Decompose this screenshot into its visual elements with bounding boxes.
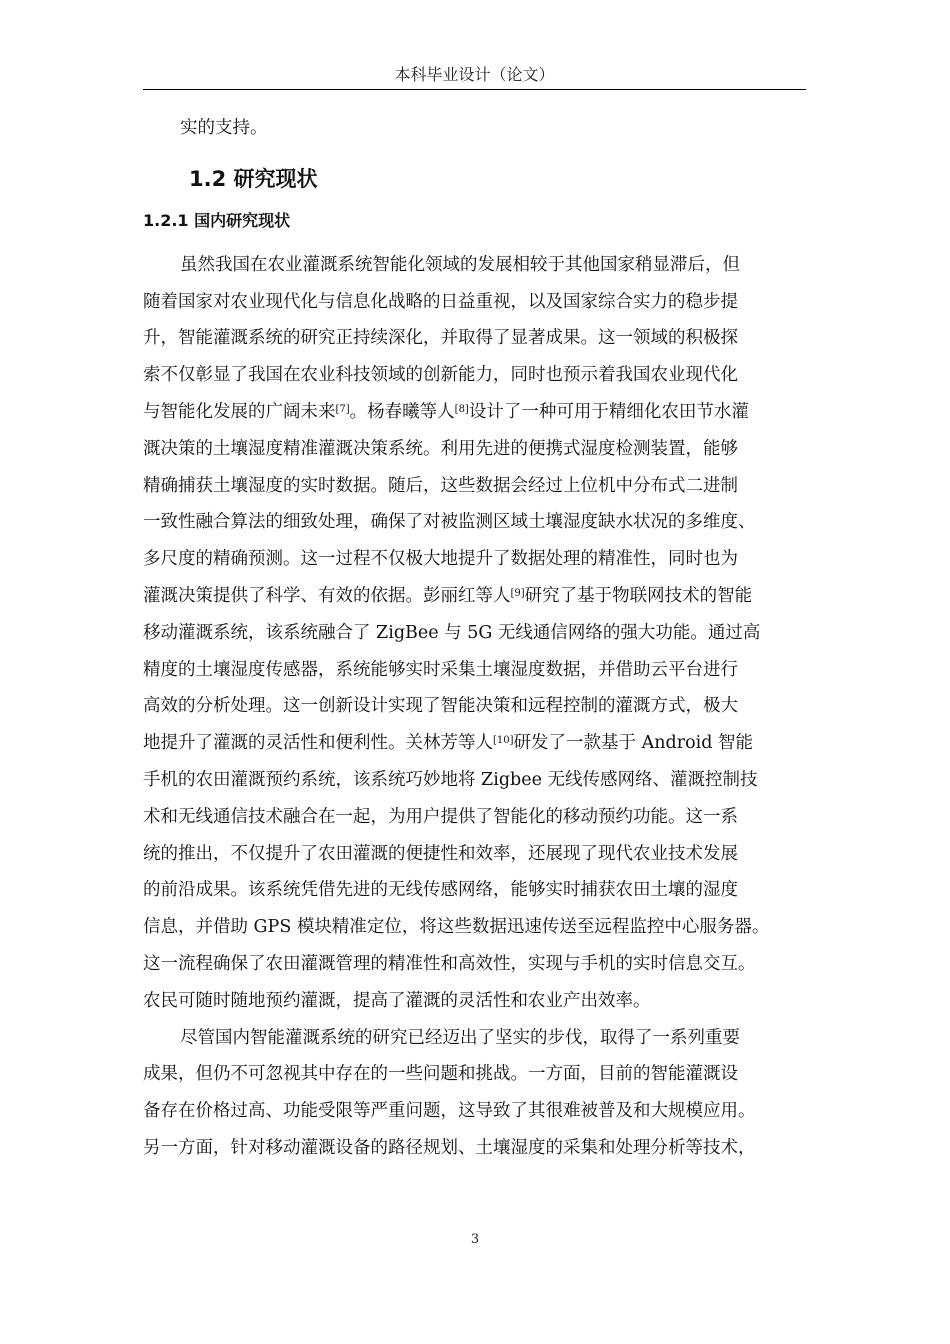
subsection-title: 1.2.1 国内研究现状 <box>143 210 291 230</box>
text-line <box>143 578 806 615</box>
text-line: 统的推出，不仅提升了农田灌溉的便捷性和效率，还展现了现代农业技术发展 <box>143 843 738 864</box>
text-line: 这一流程确保了农田灌溉管理的精准性和高效性，实现与手机的实时信息交互。 <box>143 953 756 974</box>
text-line: 术和无线通信技术融合在一起，为用户提供了智能化的移动预约功能。这一系 <box>143 806 738 827</box>
citation-ref: [8] <box>454 403 469 415</box>
text-line: 索不仅彰显了我国在农业科技领域的创新能力，同时也预示着我国农业现代化 <box>143 365 738 386</box>
text-line: 成果，但仍不可忽视其中存在的一些问题和挑战。一方面，目前的智能灌溉设 <box>143 1064 738 1085</box>
text-line: 高效的分析处理。这一创新设计实现了智能决策和远程控制的灌溉方式，极大 <box>143 696 738 717</box>
text-span: 研究了基于物联网技术的智能 <box>524 585 753 606</box>
text-line: 手机的农田灌溉预约系统，该系统巧妙地将 Zigbee 无线传感网络、灌溉控制技 <box>143 769 758 790</box>
paragraph-2 <box>143 1020 806 1167</box>
text-line: 多尺度的精确预测。这一过程不仅极大地提升了数据处理的精准性，同时也为 <box>143 549 738 570</box>
text-line: 信息，并借助 GPS 模块精准定位，将这些数据迅速传送至远程监控中心服务器。 <box>143 917 770 938</box>
text-line: 随着国家对农业现代化与信息化战略的日益重视，以及国家综合实力的稳步提 <box>143 291 738 312</box>
text-line: 一致性融合算法的细致处理，确保了对被监测区域土壤湿度缺水状况的多维度、 <box>143 512 756 533</box>
text-line <box>143 725 806 762</box>
text-line: 移动灌溉系统，该系统融合了 ZigBee 与 5G 无线通信网络的强大功能。通过高 <box>143 622 761 643</box>
paragraph-1 <box>143 247 806 1020</box>
page-header: 本科毕业设计（论文） <box>394 65 555 84</box>
citation-ref: [10] <box>493 735 514 747</box>
text-line: 尽管国内智能灌溉系统的研究已经迈出了坚实的步伐，取得了一系列重要 <box>180 1027 740 1048</box>
header-rule <box>143 89 806 90</box>
page-body <box>143 110 806 1167</box>
text-line: 精度的土壤湿度传感器，系统能够实时采集土壤湿度数据，并借助云平台进行 <box>143 659 738 680</box>
section-title: 1.2 研究现状 <box>189 166 318 191</box>
text-line <box>143 394 806 431</box>
text-line: 升，智能灌溉系统的研究正持续深化，并取得了显著成果。这一领域的积极探 <box>143 328 738 349</box>
text-span: 灌溉决策提供了科学、有效的依据。彭丽红等人 <box>143 585 511 606</box>
text-line: 溉决策的土壤湿度精准灌溉决策系统。利用先进的便携式湿度检测装置，能够 <box>143 438 738 459</box>
lead-line: 实的支持。 <box>180 118 268 138</box>
text-line: 精确捕获土壤湿度的实时数据。随后，这些数据会经过上位机中分布式二进制 <box>143 475 738 496</box>
text-line: 的前沿成果。该系统凭借先进的无线传感网络，能够实时捕获农田土壤的湿度 <box>143 880 738 901</box>
text-span: 设计了一种可用于精细化农田节水灌 <box>468 401 749 422</box>
citation-ref: [9] <box>510 587 525 599</box>
citation-ref: [7] <box>335 403 350 415</box>
text-span: 地提升了灌溉的灵活性和便利性。关林芳等人 <box>143 733 493 754</box>
text-span: 与智能化发展的广阔未来 <box>143 401 336 422</box>
text-line: 农民可随时随地预约灌溉，提高了灌溉的灵活性和农业产出效率。 <box>143 990 651 1011</box>
text-line: 备存在价格过高、功能受限等严重问题，这导致了其很难被普及和大规模应用。 <box>143 1101 756 1122</box>
text-span: 。杨春曦等人 <box>349 401 455 422</box>
text-span: 研发了一款基于 Android 智能 <box>513 733 753 754</box>
text-line: 虽然我国在农业灌溉系统智能化领域的发展相较于其他国家稍显滞后，但 <box>180 254 740 275</box>
text-line: 另一方面，针对移动灌溉设备的路径规划、土壤湿度的采集和处理分析等技术， <box>143 1137 756 1158</box>
page-number: 3 <box>470 1232 480 1247</box>
